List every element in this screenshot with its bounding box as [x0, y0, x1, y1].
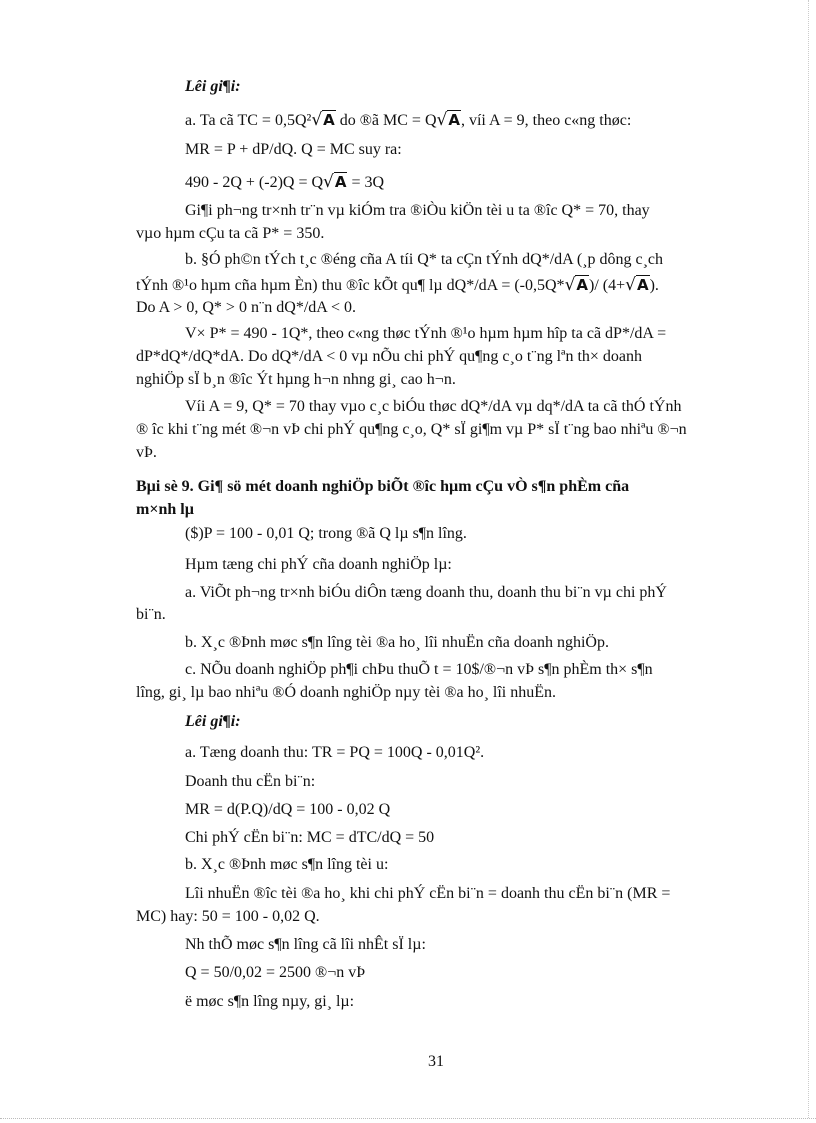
text-span: 490 - 2Q + (-2)Q = Q: [185, 174, 324, 191]
text-line: Doanh thu cËn bi¨n:: [185, 773, 316, 790]
text-line: MR = d(P.Q)/dQ = 100 - 0,02 Q: [185, 801, 391, 818]
text-line: Lîi nhuËn ®îc tèi ®a ho¸ khi chi phÝ cËn bi¨n = doanh thu cËn bi¨n (MR =: [185, 885, 671, 902]
text-line: vÞ.: [136, 444, 157, 461]
solution-heading: Lêi gi¶i:: [185, 713, 241, 730]
text-line: vµo hµm cÇu ta cã P* = 350.: [136, 225, 325, 242]
sqrt-a-symbol: √A: [311, 110, 335, 130]
text-line: Gi¶i ph¬ng tr×nh tr¨n vµ kiÓm tra ®iÒu kiÖn tèi u ta ®îc Q* = 70, thay: [185, 202, 650, 219]
text-line: b. §Ó ph©n tÝch t¸c ®éng cña A tíi Q* ta cÇn tÝnh dQ*/dA (¸p dông c¸ch: [185, 251, 664, 268]
sqrt-a-symbol: √A: [625, 275, 649, 295]
text-line: Q = 50/0,02 = 2500 ®¬n vÞ: [185, 964, 366, 981]
text-line: lîng, gi¸ lµ bao nhiªu ®Ó doanh nghiÖp nµy tèi ®a ho¸ lîi nhuËn.: [136, 684, 557, 701]
text-line: c. NÕu doanh nghiÖp ph¶i chÞu thuÕ t = 10$/®¬n vÞ s¶n phÈm th× s¶n: [185, 661, 653, 678]
text-span: a. Ta cã TC = 0,5Q²: [185, 112, 312, 129]
sqrt-a-symbol: √A: [436, 110, 460, 130]
text-line: ® îc khi t¨ng mét ®¬n vÞ chi phÝ qu¶ng c¸o, Q* sÏ gi¶m vµ P* sÏ t¨ng bao nhiªu ®¬n: [136, 421, 687, 438]
page-right-divider: [808, 0, 809, 1118]
text-span: )/ (4+: [589, 277, 626, 294]
text-line: ($)P = 100 - 0,01 Q; trong ®ã Q lµ s¶n lîng.: [185, 525, 467, 542]
text-line: b. X¸c ®Þnh møc s¶n lîng tèi u:: [185, 856, 389, 873]
text-line: dP*dQ*/dQ*dA. Do dQ*/dA < 0 vµ nÕu chi phÝ qu¶ng c¸o t¨ng lªn th× doanh: [136, 348, 643, 365]
text-line: Hµm tæng chi phÝ cña doanh nghiÖp lµ:: [185, 556, 452, 573]
text-line: [185, 110, 631, 131]
text-line: MC) hay: 50 = 100 - 0,02 Q.: [136, 908, 320, 925]
exercise-heading: Bµi sè 9. Gi¶ sö mét doanh nghiÖp biÕt ®îc hµm cÇu vÒ s¶n phÈm cña: [136, 478, 630, 495]
page-number: 31: [428, 1053, 444, 1070]
text-line: Víi A = 9, Q* = 70 thay vµo c¸c biÓu thøc dQ*/dA vµ dq*/dA ta cã thÓ tÝnh: [185, 398, 682, 415]
text-line: Do A > 0, Q* > 0 n¨n dQ*/dA < 0.: [136, 299, 356, 316]
exercise-heading: m×nh lµ: [136, 501, 194, 518]
text-line: Chi phÝ cËn bi¨n: MC = dTC/dQ = 50: [185, 829, 435, 846]
text-line: Nh thÕ møc s¶n lîng cã lîi nhÊt sÏ lµ:: [185, 936, 426, 953]
sqrt-a-symbol: √A: [323, 172, 347, 192]
text-line: nghiÖp sÏ b¸n ®îc Ýt hµng h¬n nhng gi¸ cao h¬n.: [136, 371, 456, 388]
text-line: b. X¸c ®Þnh møc s¶n lîng tèi ®a ho¸ lîi nhuËn cña doanh nghiÖp.: [185, 634, 609, 651]
text-span: = 3Q: [347, 174, 385, 191]
text-span: tÝnh ®¹o hµm cña hµm Èn) thu ®îc kÕt qu¶ lµ dQ*/dA = (-0,5Q*: [136, 277, 565, 294]
text-line: V× P* = 490 - 1Q*, theo c«ng thøc tÝnh ®¹o hµm hµm hîp ta cã dP*/dA =: [185, 325, 667, 342]
text-line: [136, 275, 659, 296]
text-span: ).: [649, 277, 659, 294]
text-line: [185, 172, 384, 193]
text-span: do ®ã MC = Q: [339, 112, 437, 129]
solution-heading: Lêi gi¶i:: [185, 78, 241, 95]
page-bottom-divider: [0, 1118, 816, 1119]
text-line: bi¨n.: [136, 606, 166, 623]
text-line: MR = P + dP/dQ. Q = MC suy ra:: [185, 141, 402, 158]
text-line: a. ViÕt ph¬ng tr×nh biÓu diÔn tæng doanh thu, doanh thu bi¨n vµ chi phÝ: [185, 584, 667, 601]
sqrt-a-symbol: √A: [564, 275, 589, 295]
text-line: a. Tæng doanh thu: TR = PQ = 100Q - 0,01Q².: [185, 744, 485, 761]
text-span: , víi A = 9, theo c«ng thøc:: [460, 112, 632, 129]
text-line: ë møc s¶n lîng nµy, gi¸ lµ:: [185, 993, 355, 1010]
